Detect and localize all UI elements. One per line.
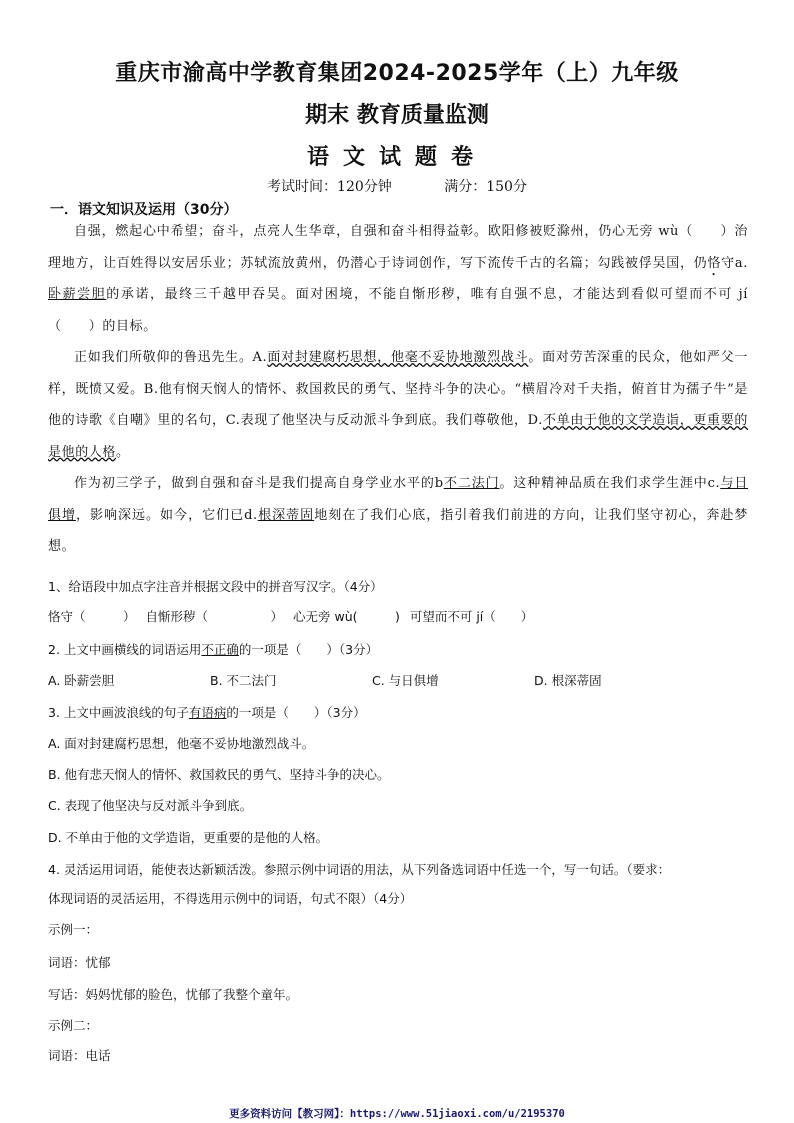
option-d[interactable]: D. 根深蒂固 (534, 673, 602, 688)
option-a[interactable]: A. 卧薪尝胆 (48, 673, 115, 688)
underlined-word-d: 根深蒂固 (257, 507, 315, 523)
exam-title-line1: 重庆市渝高中学教育集团2024-2025学年（上）九年级 (115, 61, 679, 86)
question-text: 的一项是（ ）（3分） (226, 705, 366, 720)
question-2 (48, 640, 754, 660)
passage-text: 守a. (721, 255, 748, 271)
passage-text: 地刻在了我们心底，指引着我们前进的方向，让我们坚守初心，奔赴梦想。 (48, 507, 748, 554)
full-score: 满分：150分 (444, 179, 527, 195)
example-1-label: 示例一： (48, 922, 99, 937)
question-3 (48, 703, 754, 723)
example-1-sentence: 写话：妈妈忧郁的脸色，忧郁了我整个童年。 (48, 987, 299, 1002)
underlined-word-b: 不二法门 (443, 476, 500, 491)
passage-text: ，影响深远。如今，它们已d. (76, 507, 258, 523)
exam-time: 考试时间：120分钟 (267, 179, 392, 195)
q3-option-b[interactable]: B. 他有悲天悯人的情怀、救国救民的勇气、坚持斗争的决心。 (48, 767, 390, 782)
example-1-word: 词语：忧郁 (48, 955, 111, 970)
question-text: 的一项是（ ）（3分） (238, 642, 379, 657)
exam-title-line2: 期末 教育质量监测 (305, 103, 489, 128)
passage-paragraph-1 (48, 216, 748, 342)
question-emphasis: 有语病 (188, 705, 227, 720)
dotted-character: 恪 (707, 255, 722, 271)
fill-blank-3[interactable]: 心无旁 wù( ) (293, 609, 400, 624)
q3-option-c[interactable]: C. 表现了他坚决与反对派斗争到底。 (48, 798, 253, 813)
passage-paragraph-3 (48, 468, 748, 563)
passage-text: 作为初三学子，做到自强和奋斗是我们提高自身学业水平的b (74, 476, 444, 491)
question-text: 2. 上文中画横线的词语运用 (48, 642, 202, 657)
option-c[interactable]: C. 与日俱增 (372, 673, 439, 688)
underlined-word-c: 与日俱增 (48, 476, 748, 523)
question-text: 3. 上文中画波浪线的句子 (48, 705, 189, 720)
underlined-word-a: 卧薪尝胆 (48, 287, 107, 302)
footer-link[interactable]: 更多资料访问【教习网】：https://www.51jiaoxi.com/u/2195370 (229, 1108, 565, 1120)
question-4-line-1: 4. 灵活运用词语，能使表达新颖活泼。参照示例中词语的用法，从下列备选词语中任选一个，写一句话。（要求： (48, 862, 671, 877)
passage-text: 的承诺，最终三千越甲吞吴。面对困境，不能自惭形秽，唯有自强不息，才能达到看似可望而不可 jí（ ）的目标。 (48, 287, 749, 334)
wavy-sentence-d: 不单由于他的文学造诣，更重要的是他的人格 (48, 413, 748, 460)
passage-paragraph-2 (48, 342, 748, 468)
passage-text: 。这种精神品质在我们求学生涯中c. (499, 476, 721, 491)
exam-title-line3: 语文试题卷 (306, 144, 487, 170)
example-2-word: 词语：电话 (48, 1048, 111, 1063)
question-emphasis: 不正确 (201, 642, 239, 657)
exam-meta (0, 176, 794, 196)
section-heading: 一．语文知识及运用（30分） (50, 202, 238, 218)
passage-text: 自强，燃起心中希望；奋斗，点亮人生华章，自强和奋斗相得益彰。欧阳修被贬滁州，仍心无旁 wù（ ）治理地方，让百姓得以安居乐业；苏轼流放黄州，仍潜心于诗词创作，写下流传千古的名篇；勾践被俘吴国，仍 (48, 224, 748, 271)
option-b[interactable]: B. 不二法门 (210, 673, 277, 688)
q3-option-a[interactable]: A. 面对封建腐朽思想，他毫不妥协地激烈战斗。 (48, 736, 315, 751)
fill-blank-2[interactable]: 自惭形秽（ ） (145, 609, 284, 624)
q3-option-d[interactable]: D. 不单由于他的文学造诣，更重要的是他的人格。 (48, 830, 329, 845)
wavy-sentence-a: 面对封建腐朽思想，他毫不妥协地激烈战斗 (267, 350, 529, 365)
question-1: 1、给语段中加点字注音并根据文段中的拼音写汉字。（4分） (48, 579, 383, 594)
example-2-label: 示例二： (48, 1018, 99, 1033)
passage-text: 。面对劳苦深重的民众，他如严父一样，既愤又爱。B.他有悯天悯人的情怀、救国救民的勇气、坚持斗争的决心。“横眉冷对千夫指，俯首甘为孺子牛”是他的诗歌《自嘲》里的名句，C.表现了他坚决与反动派斗争到底。我们尊敬他，D. (48, 350, 748, 428)
passage-text: 正如我们所敬仰的鲁迅先生。A. (74, 350, 268, 365)
question-1-fill-row (48, 607, 754, 627)
fill-blank-1[interactable]: 恪守（ ） (48, 609, 136, 624)
passage-text: 。 (116, 444, 130, 460)
fill-blank-4[interactable]: 可望而不可 jí（ ） (409, 609, 534, 624)
question-4-line-2: 体现词语的灵活运用，不得选用示例中的词语，句式不限）（4分） (48, 891, 413, 906)
